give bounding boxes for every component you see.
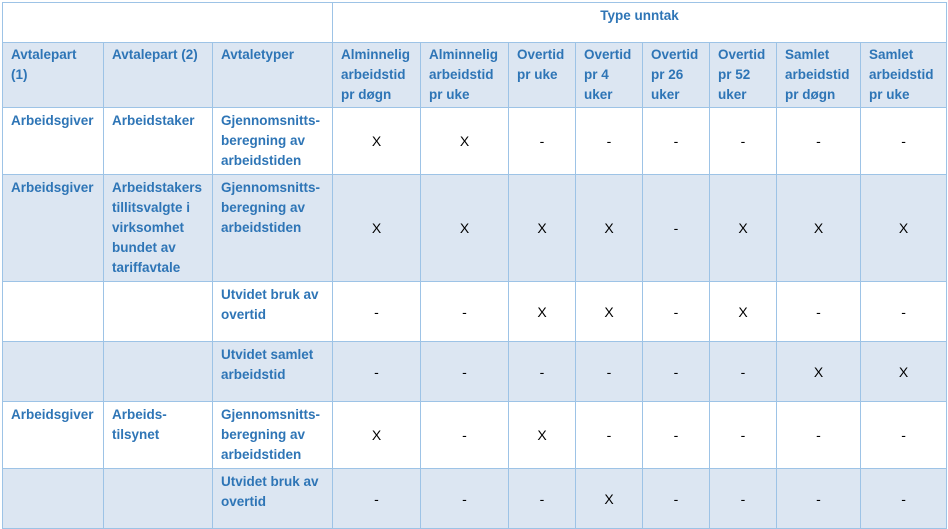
mark-cell: - <box>576 342 643 402</box>
row-label-p2 <box>104 342 213 402</box>
table-row <box>3 175 947 282</box>
mark-cell: - <box>421 342 509 402</box>
mark-cell: - <box>576 402 643 469</box>
column-header: Overtid pr 26 uker <box>643 43 710 108</box>
mark-cell: - <box>643 108 710 175</box>
column-header: Alminnelig arbeidstid pr døgn <box>333 43 421 108</box>
mark-cell: - <box>861 402 947 469</box>
mark-cell: X <box>861 175 947 282</box>
row-label-p2: Arbeidstakers tillitsvalgte i virksomhet bundet av tariffavtale <box>104 175 213 282</box>
mark-cell: - <box>643 342 710 402</box>
mark-cell: - <box>643 469 710 529</box>
mark-cell: - <box>509 469 576 529</box>
row-label-type: Utvidet bruk av overtid <box>213 282 333 342</box>
column-header: Avtalepart (1) <box>3 43 104 108</box>
row-label-p1 <box>3 282 104 342</box>
row-label-p1 <box>3 342 104 402</box>
row-label-type: Gjennomsnitts-beregning av arbeidstiden <box>213 402 333 469</box>
mark-cell: X <box>710 282 777 342</box>
mark-cell: - <box>333 469 421 529</box>
row-label-p2: Arbeidstaker <box>104 108 213 175</box>
mark-cell: - <box>643 175 710 282</box>
mark-cell: - <box>421 282 509 342</box>
column-header: Overtid pr 52 uker <box>710 43 777 108</box>
row-label-type: Utvidet bruk av overtid <box>213 469 333 529</box>
mark-cell: - <box>710 342 777 402</box>
mark-cell: - <box>333 282 421 342</box>
row-label-type: Utvidet samlet arbeidstid <box>213 342 333 402</box>
row-label-p2 <box>104 469 213 529</box>
mark-cell: - <box>710 108 777 175</box>
mark-cell: X <box>333 175 421 282</box>
mark-cell: X <box>861 342 947 402</box>
column-header: Samlet arbeidstid pr uke <box>861 43 947 108</box>
column-header: Avtaletyper <box>213 43 333 108</box>
mark-cell: - <box>710 469 777 529</box>
mark-cell: - <box>643 402 710 469</box>
mark-cell: X <box>509 282 576 342</box>
mark-cell: X <box>777 342 861 402</box>
mark-cell: - <box>643 282 710 342</box>
mark-cell: X <box>421 175 509 282</box>
row-label-type: Gjennomsnitts-beregning av arbeidstiden <box>213 175 333 282</box>
row-label-p2: Arbeids-tilsynet <box>104 402 213 469</box>
exemption-table <box>2 2 947 529</box>
mark-cell: X <box>333 108 421 175</box>
column-header: Samlet arbeidstid pr døgn <box>777 43 861 108</box>
mark-cell: - <box>861 469 947 529</box>
mark-cell: - <box>421 469 509 529</box>
mark-cell: - <box>710 402 777 469</box>
row-label-p1: Arbeidsgiver <box>3 175 104 282</box>
row-label-p1: Arbeidsgiver <box>3 402 104 469</box>
header-blank <box>3 3 333 43</box>
column-header: Avtalepart (2) <box>104 43 213 108</box>
row-label-type: Gjennomsnitts-beregning av arbeidstiden <box>213 108 333 175</box>
row-label-p1 <box>3 469 104 529</box>
mark-cell: X <box>576 282 643 342</box>
mark-cell: X <box>509 175 576 282</box>
mark-cell: X <box>509 402 576 469</box>
mark-cell: X <box>333 402 421 469</box>
mark-cell: X <box>421 108 509 175</box>
mark-cell: - <box>777 108 861 175</box>
mark-cell: - <box>333 342 421 402</box>
table-row <box>3 342 947 402</box>
mark-cell: - <box>576 108 643 175</box>
mark-cell: X <box>710 175 777 282</box>
table-row <box>3 469 947 529</box>
column-header: Overtid pr 4 uker <box>576 43 643 108</box>
column-header: Alminnelig arbeidstid pr uke <box>421 43 509 108</box>
row-label-p1: Arbeidsgiver <box>3 108 104 175</box>
mark-cell: X <box>777 175 861 282</box>
mark-cell: - <box>861 282 947 342</box>
mark-cell: - <box>509 108 576 175</box>
mark-cell: X <box>576 175 643 282</box>
mark-cell: X <box>576 469 643 529</box>
mark-cell: - <box>777 469 861 529</box>
mark-cell: - <box>861 108 947 175</box>
table-row <box>3 282 947 342</box>
table-row <box>3 402 947 469</box>
type-title: Type unntak <box>333 3 947 43</box>
mark-cell: - <box>777 402 861 469</box>
mark-cell: - <box>777 282 861 342</box>
mark-cell: - <box>421 402 509 469</box>
row-label-p2 <box>104 282 213 342</box>
table-row <box>3 108 947 175</box>
mark-cell: - <box>509 342 576 402</box>
column-header: Overtid pr uke <box>509 43 576 108</box>
